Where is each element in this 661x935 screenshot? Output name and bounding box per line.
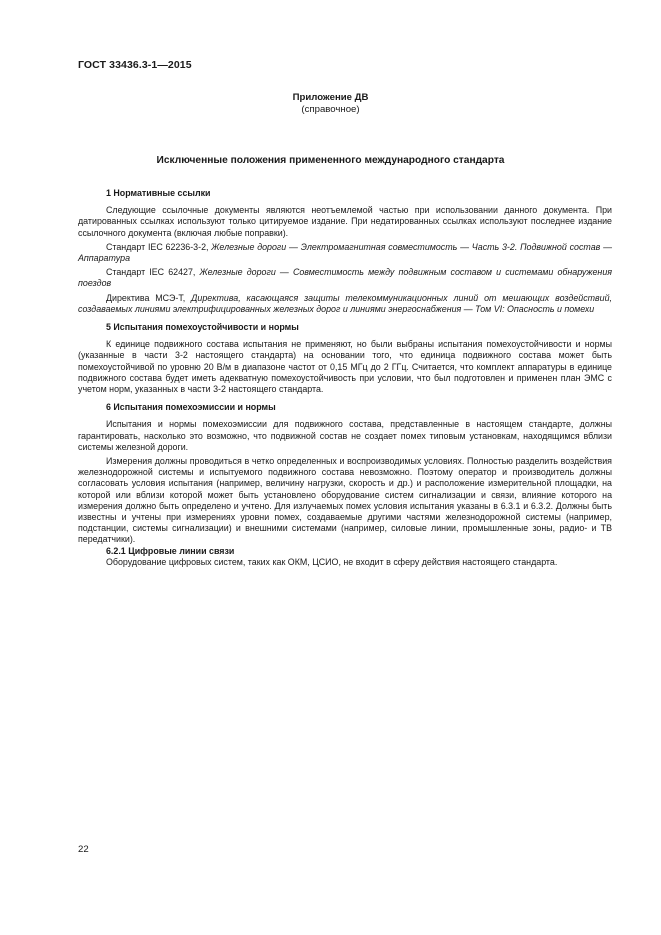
section-5-paragraph: К единице подвижного состава испытания не применяют, но были выбраны испытания помехоустойчивости и нормы (указанные в части 3-2 настоящего стандарта) на основании того, что единица подвижного состава может быть помехоустойчивой по уровню 20 В/м в диапазоне частот от 0,15 МГц до 2 ГГц. Считается, что комплект аппаратуры в единице подвижного состава будет иметь адекватную помехоустойчивость при условии, что был подготовлен и применен план ЭМС с учетом норм, указанных в части 3-2 настоящего стандарта. [78, 339, 612, 395]
document-code: ГОСТ 33436.3-1—2015 [78, 59, 192, 71]
reference-title: Железные дороги — Электромагнитная совместимость — Часть 3-2. Подвижной состав — Аппаратура [78, 241, 612, 264]
reference-code: Директива МСЭ-Т, [106, 292, 186, 303]
reference-code: Стандарт IEC 62427, [106, 267, 196, 278]
section-6-paragraph-1: Испытания и нормы помехоэмиссии для подвижного состава, представленные в настоящем стандарте, должны гарантировать, насколько это возможно, что подвижной состав не создает помех типовым установкам, находящимся вблизи системы железной дороги. [78, 419, 612, 452]
section-6-heading: 6 Испытания помехоэмиссии и нормы [106, 402, 276, 413]
section-1-paragraph: Следующие ссылочные документы являются неотъемлемой частью при использовании данного документа. При датированных ссылках используют только цитируемое издание. При недатированных ссылках используют последнее издание ссылочного документа (включая любые поправки). [78, 205, 612, 238]
page-number: 22 [78, 844, 89, 855]
annex-title [0, 92, 661, 116]
section-1-heading: 1 Нормативные ссылки [106, 188, 211, 198]
section-5-heading: 5 Испытания помехоустойчивости и нормы [106, 322, 299, 333]
subsection-6-2-1-paragraph: Оборудование цифровых систем, таких как ОКМ, ЦСИО, не входит в сферу действия настоящего стандарта. [106, 556, 558, 567]
reference-code: Стандарт IEC 62236-3-2, [106, 241, 209, 252]
annex-heading: Приложение ДВ [292, 92, 369, 103]
subsection-6-2-1-heading: 6.2.1 Цифровые линии связи [106, 545, 235, 556]
section-6-paragraph-2: Измерения должны проводиться в четко определенных и воспроизводимых условиях. Полностью разделить воздействия железнодорожной системы и испытуемого подвижного состава невозможно. Поэтому оператор и производитель должны согласовать условия испытания (например, величину нагрузки, скорость и др.) и расположение измерительной площадки, на которой или вблизи которой может быть установлено оборудование систем сигнализации и связи, влияние которого на измерения должно быть определено и учтено. Для излучаемых помех условия испытания указаны в 6.3.1 и 6.3.2. Должны быть известны и учтены при измерениях уровни помех, создаваемые другими частями железнодорожной системы (например, подстанции, системы сигнализации) и внешними системами (например, силовые линии, промышленные зоны, радио- и ТВ передатчики). [78, 456, 612, 545]
reference-iec-62236 [78, 242, 612, 264]
reference-iec-62427 [78, 267, 612, 289]
reference-itu-t [78, 293, 612, 315]
reference-title: Директива, касающаяся защиты телекоммуникационных линий от мешающих воздействий, создаваемых линиями электрифицированных железных дорог и линиями энергоснабжения — Том VI: Опасность и помехи [78, 292, 613, 314]
document-body [78, 188, 612, 571]
reference-title: Железные дороги — Совместимость между подвижным составом и системами обнаружения поездов [78, 267, 612, 289]
annex-subtitle: (справочное) [301, 104, 360, 115]
page-title: Исключенные положения примененного международного стандарта [156, 155, 505, 166]
